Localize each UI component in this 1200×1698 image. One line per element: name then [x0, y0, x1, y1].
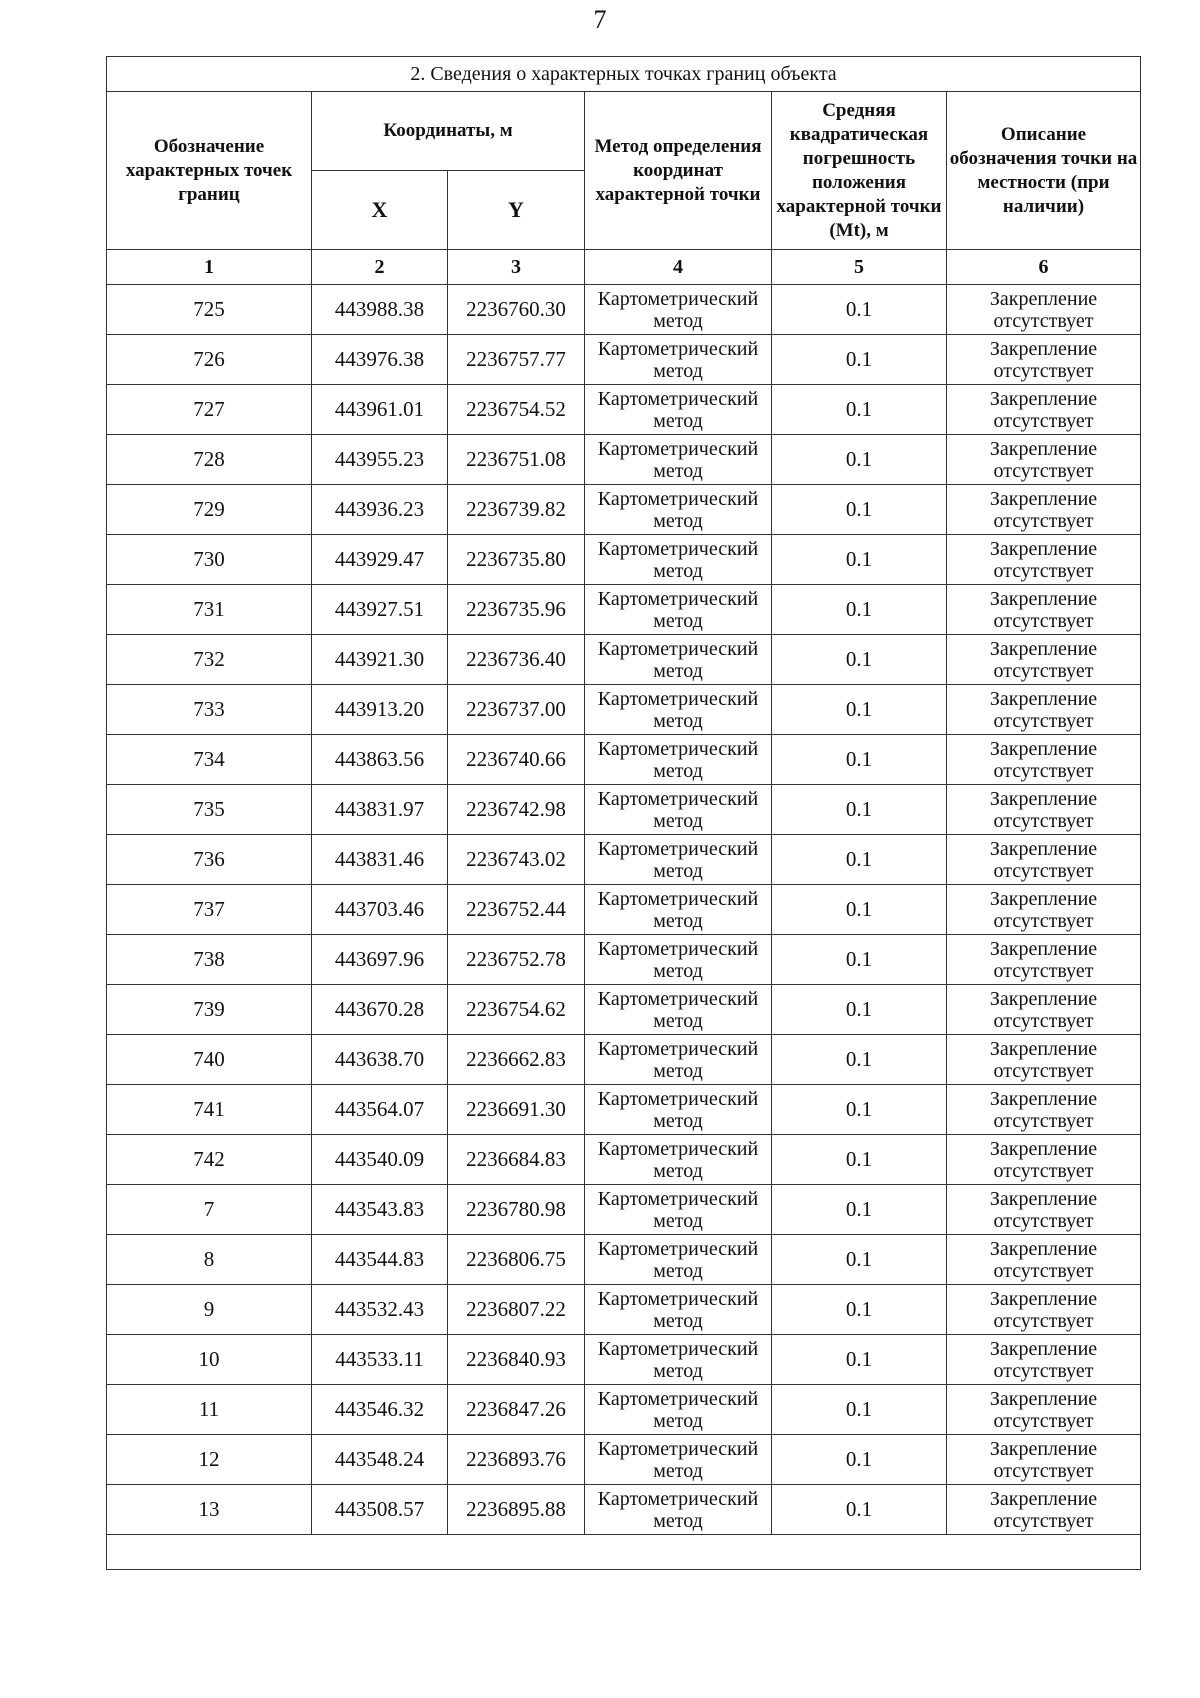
table-row — [107, 485, 1141, 535]
cell-description: Закрепление отсутствует — [947, 735, 1141, 785]
cell-point-id: 9 — [107, 1285, 312, 1335]
cell-method: Картометрический метод — [585, 1135, 772, 1185]
table-row — [107, 1085, 1141, 1135]
cell-x: 443697.96 — [312, 935, 448, 985]
cell-method: Картометрический метод — [585, 1285, 772, 1335]
cell-description: Закрепление отсутствует — [947, 535, 1141, 585]
cell-x: 443670.28 — [312, 985, 448, 1035]
table-row — [107, 685, 1141, 735]
cell-y: 2236754.52 — [448, 385, 585, 435]
empty-cell — [107, 1535, 1141, 1570]
cell-mt: 0.1 — [772, 885, 947, 935]
cell-x: 443955.23 — [312, 435, 448, 485]
cell-y: 2236895.88 — [448, 1485, 585, 1535]
cell-method: Картометрический метод — [585, 785, 772, 835]
table-row — [107, 1185, 1141, 1235]
cell-method: Картометрический метод — [585, 385, 772, 435]
cell-point-id: 738 — [107, 935, 312, 985]
cell-x: 443543.83 — [312, 1185, 448, 1235]
cell-description: Закрепление отсутствует — [947, 1335, 1141, 1385]
header-point-designation: Обозначение характерных точек границ — [107, 92, 312, 250]
cell-description: Закрепление отсутствует — [947, 335, 1141, 385]
cell-description: Закрепление отсутствует — [947, 1485, 1141, 1535]
cell-description: Закрепление отсутствует — [947, 1085, 1141, 1135]
table-row — [107, 1035, 1141, 1085]
table-body — [107, 285, 1141, 1535]
cell-x: 443988.38 — [312, 285, 448, 335]
cell-description: Закрепление отсутствует — [947, 635, 1141, 685]
cell-x: 443831.46 — [312, 835, 448, 885]
cell-x: 443929.47 — [312, 535, 448, 585]
cell-method: Картометрический метод — [585, 1235, 772, 1285]
cell-mt: 0.1 — [772, 1285, 947, 1335]
cell-method: Картометрический метод — [585, 1485, 772, 1535]
cell-method: Картометрический метод — [585, 485, 772, 535]
table-row — [107, 935, 1141, 985]
header-mean-square-error: Средняя квадратическая погрешность положения характерной точки (Mt), м — [772, 92, 947, 250]
cell-point-id: 11 — [107, 1385, 312, 1435]
cell-point-id: 736 — [107, 835, 312, 885]
cell-y: 2236754.62 — [448, 985, 585, 1035]
cell-mt: 0.1 — [772, 1435, 947, 1485]
header-method: Метод определения координат характерной точки — [585, 92, 772, 250]
table-row — [107, 985, 1141, 1035]
header-description: Описание обозначения точки на местности (при наличии) — [947, 92, 1141, 250]
cell-point-id: 8 — [107, 1235, 312, 1285]
cell-method: Картометрический метод — [585, 1435, 772, 1485]
header-y: Y — [448, 171, 585, 250]
cell-x: 443863.56 — [312, 735, 448, 785]
cell-x: 443546.32 — [312, 1385, 448, 1435]
cell-method: Картометрический метод — [585, 1085, 772, 1135]
cell-mt: 0.1 — [772, 285, 947, 335]
cell-description: Закрепление отсутствует — [947, 685, 1141, 735]
cell-y: 2236760.30 — [448, 285, 585, 335]
cell-point-id: 10 — [107, 1335, 312, 1385]
cell-description: Закрепление отсутствует — [947, 1185, 1141, 1235]
table-row — [107, 1485, 1141, 1535]
cell-y: 2236691.30 — [448, 1085, 585, 1135]
cell-mt: 0.1 — [772, 935, 947, 985]
cell-description: Закрепление отсутствует — [947, 1435, 1141, 1485]
cell-mt: 0.1 — [772, 1085, 947, 1135]
cell-description: Закрепление отсутствует — [947, 285, 1141, 335]
table-row — [107, 285, 1141, 335]
cell-y: 2236840.93 — [448, 1335, 585, 1385]
cell-point-id: 734 — [107, 735, 312, 785]
cell-y: 2236743.02 — [448, 835, 585, 885]
cell-x: 443976.38 — [312, 335, 448, 385]
column-number-row — [107, 250, 1141, 285]
cell-mt: 0.1 — [772, 335, 947, 385]
cell-method: Картометрический метод — [585, 1385, 772, 1435]
table-row — [107, 585, 1141, 635]
cell-point-id: 735 — [107, 785, 312, 835]
cell-mt: 0.1 — [772, 535, 947, 585]
cell-point-id: 741 — [107, 1085, 312, 1135]
cell-mt: 0.1 — [772, 385, 947, 435]
cell-point-id: 12 — [107, 1435, 312, 1485]
cell-y: 2236752.78 — [448, 935, 585, 985]
cell-method: Картометрический метод — [585, 585, 772, 635]
table-row — [107, 635, 1141, 685]
cell-mt: 0.1 — [772, 1385, 947, 1435]
column-number: 4 — [585, 250, 772, 285]
cell-x: 443564.07 — [312, 1085, 448, 1135]
cell-method: Картометрический метод — [585, 1035, 772, 1085]
cell-mt: 0.1 — [772, 635, 947, 685]
cell-y: 2236752.44 — [448, 885, 585, 935]
cell-description: Закрепление отсутствует — [947, 385, 1141, 435]
table-empty-footer-row — [107, 1535, 1141, 1570]
cell-x: 443548.24 — [312, 1435, 448, 1485]
cell-mt: 0.1 — [772, 1235, 947, 1285]
cell-method: Картометрический метод — [585, 985, 772, 1035]
cell-method: Картометрический метод — [585, 435, 772, 485]
cell-point-id: 728 — [107, 435, 312, 485]
table-row — [107, 1385, 1141, 1435]
cell-description: Закрепление отсутствует — [947, 985, 1141, 1035]
cell-point-id: 13 — [107, 1485, 312, 1535]
table-row — [107, 1135, 1141, 1185]
table-row — [107, 535, 1141, 585]
cell-x: 443532.43 — [312, 1285, 448, 1335]
cell-x: 443533.11 — [312, 1335, 448, 1385]
cell-method: Картометрический метод — [585, 685, 772, 735]
cell-mt: 0.1 — [772, 785, 947, 835]
cell-y: 2236780.98 — [448, 1185, 585, 1235]
cell-y: 2236806.75 — [448, 1235, 585, 1285]
boundary-points-table — [106, 56, 1141, 1570]
cell-method: Картометрический метод — [585, 1185, 772, 1235]
table-row — [107, 885, 1141, 935]
cell-method: Картометрический метод — [585, 885, 772, 935]
column-number: 5 — [772, 250, 947, 285]
cell-point-id: 739 — [107, 985, 312, 1035]
cell-mt: 0.1 — [772, 985, 947, 1035]
cell-x: 443936.23 — [312, 485, 448, 535]
cell-y: 2236893.76 — [448, 1435, 585, 1485]
cell-point-id: 733 — [107, 685, 312, 735]
cell-description: Закрепление отсутствует — [947, 585, 1141, 635]
cell-point-id: 727 — [107, 385, 312, 435]
cell-mt: 0.1 — [772, 1035, 947, 1085]
cell-y: 2236737.00 — [448, 685, 585, 735]
table-row — [107, 335, 1141, 385]
cell-description: Закрепление отсутствует — [947, 835, 1141, 885]
cell-method: Картометрический метод — [585, 1335, 772, 1385]
cell-mt: 0.1 — [772, 485, 947, 535]
cell-description: Закрепление отсутствует — [947, 885, 1141, 935]
cell-x: 443508.57 — [312, 1485, 448, 1535]
table-row — [107, 735, 1141, 785]
cell-description: Закрепление отсутствует — [947, 1385, 1141, 1435]
cell-mt: 0.1 — [772, 435, 947, 485]
column-number: 6 — [947, 250, 1141, 285]
cell-mt: 0.1 — [772, 1485, 947, 1535]
cell-mt: 0.1 — [772, 1335, 947, 1385]
table-row — [107, 835, 1141, 885]
cell-mt: 0.1 — [772, 735, 947, 785]
cell-mt: 0.1 — [772, 1135, 947, 1185]
header-x: X — [312, 171, 448, 250]
cell-y: 2236735.96 — [448, 585, 585, 635]
section-title: 2. Сведения о характерных точках границ объекта — [107, 57, 1141, 92]
cell-method: Картометрический метод — [585, 735, 772, 785]
cell-description: Закрепление отсутствует — [947, 485, 1141, 535]
column-number: 2 — [312, 250, 448, 285]
table-row — [107, 1435, 1141, 1485]
cell-method: Картометрический метод — [585, 535, 772, 585]
table-row — [107, 1285, 1141, 1335]
page-number: 7 — [593, 5, 607, 34]
cell-point-id: 737 — [107, 885, 312, 935]
cell-mt: 0.1 — [772, 1185, 947, 1235]
cell-point-id: 732 — [107, 635, 312, 685]
cell-x: 443544.83 — [312, 1235, 448, 1285]
cell-mt: 0.1 — [772, 585, 947, 635]
cell-y: 2236735.80 — [448, 535, 585, 585]
table-row — [107, 1335, 1141, 1385]
cell-description: Закрепление отсутствует — [947, 935, 1141, 985]
header-coordinates: Координаты, м — [312, 92, 585, 171]
cell-y: 2236751.08 — [448, 435, 585, 485]
table-row — [107, 1235, 1141, 1285]
column-number: 1 — [107, 250, 312, 285]
cell-mt: 0.1 — [772, 685, 947, 735]
cell-description: Закрепление отсутствует — [947, 1135, 1141, 1185]
cell-x: 443961.01 — [312, 385, 448, 435]
cell-y: 2236742.98 — [448, 785, 585, 835]
cell-x: 443927.51 — [312, 585, 448, 635]
cell-y: 2236757.77 — [448, 335, 585, 385]
cell-description: Закрепление отсутствует — [947, 1285, 1141, 1335]
cell-point-id: 7 — [107, 1185, 312, 1235]
cell-y: 2236847.26 — [448, 1385, 585, 1435]
cell-y: 2236739.82 — [448, 485, 585, 535]
cell-description: Закрепление отсутствует — [947, 435, 1141, 485]
cell-x: 443921.30 — [312, 635, 448, 685]
cell-point-id: 729 — [107, 485, 312, 535]
cell-method: Картометрический метод — [585, 285, 772, 335]
cell-point-id: 726 — [107, 335, 312, 385]
cell-point-id: 731 — [107, 585, 312, 635]
cell-point-id: 740 — [107, 1035, 312, 1085]
column-number: 3 — [448, 250, 585, 285]
table-row — [107, 385, 1141, 435]
cell-y: 2236736.40 — [448, 635, 585, 685]
cell-y: 2236684.83 — [448, 1135, 585, 1185]
cell-method: Картометрический метод — [585, 835, 772, 885]
cell-x: 443638.70 — [312, 1035, 448, 1085]
cell-x: 443831.97 — [312, 785, 448, 835]
cell-point-id: 742 — [107, 1135, 312, 1185]
cell-method: Картометрический метод — [585, 335, 772, 385]
cell-method: Картометрический метод — [585, 935, 772, 985]
cell-mt: 0.1 — [772, 835, 947, 885]
cell-point-id: 725 — [107, 285, 312, 335]
table-row — [107, 785, 1141, 835]
cell-y: 2236662.83 — [448, 1035, 585, 1085]
cell-method: Картометрический метод — [585, 635, 772, 685]
cell-x: 443540.09 — [312, 1135, 448, 1185]
cell-description: Закрепление отсутствует — [947, 785, 1141, 835]
cell-description: Закрепление отсутствует — [947, 1235, 1141, 1285]
cell-y: 2236740.66 — [448, 735, 585, 785]
cell-y: 2236807.22 — [448, 1285, 585, 1335]
table-row — [107, 435, 1141, 485]
cell-description: Закрепление отсутствует — [947, 1035, 1141, 1085]
cell-point-id: 730 — [107, 535, 312, 585]
cell-x: 443913.20 — [312, 685, 448, 735]
cell-x: 443703.46 — [312, 885, 448, 935]
